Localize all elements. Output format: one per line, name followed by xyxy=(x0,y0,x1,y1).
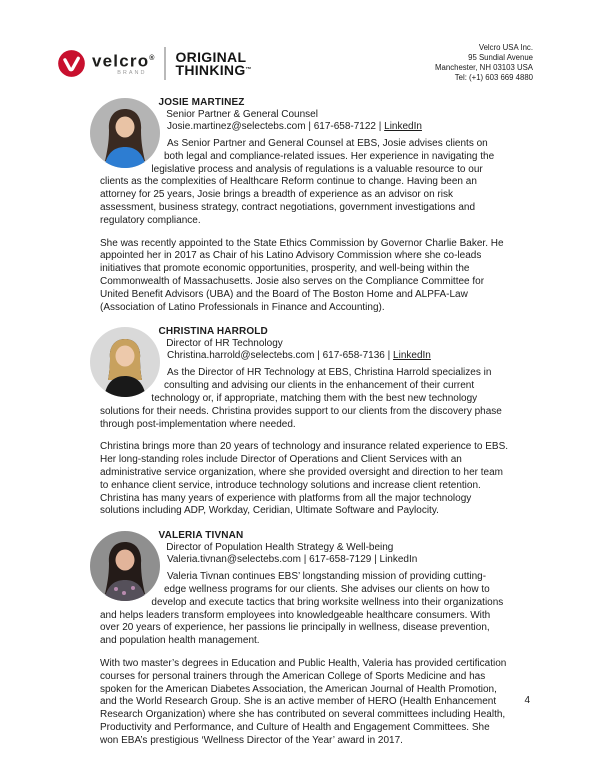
bio-email: Valeria.tivnan@selectebs.com xyxy=(167,554,301,566)
avatar-photo xyxy=(90,327,160,397)
bio-contact xyxy=(100,350,508,362)
bio-paragraph: As the Director of HR Technology at EBS, Christina Harrold specializes in consulting and advising our clients in the enhancement of their current technology or, if appropriate, matching them with the best new technology solutions for their needs. Christina provides support to our clients from the discovery phase through post-implementation where needed. xyxy=(100,367,502,430)
bio-contact xyxy=(100,554,508,566)
linkedin-link[interactable]: LinkedIn xyxy=(384,121,422,132)
bio-phone: 617-658-7136 xyxy=(322,350,385,362)
bio-paragraph: As Senior Partner and General Counsel at EBS, Josie advises clients on both legal and compliance-related issues. Her experience in navigating the legislative process and analysis of regulations is a valuable resource to our clients as the complexities of Healthcare Reform continue to change. Having been an attorney for 25 years, Josie brings a breadth of experience as an advisor on risk assessment, business strategy, contract negotiations, government investigations and regulatory compliance. xyxy=(100,138,495,226)
bio-title: Director of HR Technology xyxy=(166,338,283,350)
bio-paragraph: Christina brings more than 20 years of technology and insurance related experience to EBS. Her long-standing roles include Director of Operations and Client Services with an administrative service organization, where she provided oversight and direction to her team to enhance client service, introduce technology solutions and increase client retention. Christina has many years of experience with platforms from all the major technology solutions including ADP, Workday, Ceridian, Ultimate Software and Paylocity. xyxy=(100,441,509,517)
bio-name: JOSIE MARTINEZ xyxy=(158,97,245,108)
velcro-logo-icon xyxy=(57,49,86,78)
page-number: 4 xyxy=(524,695,530,706)
bio-head xyxy=(100,97,508,133)
bio-list xyxy=(100,97,508,747)
logo-divider xyxy=(164,47,166,80)
bio-paragraph: She was recently appointed to the State Ethics Commission by Governor Charlie Baker. He appointed her in 2017 as Chair of his Latino Advisory Commission where she co-leads initiatives that promote economic opportunities, prosperity, and well-being within the Commonwealth of Massachusetts. Josie also serves on the Compliance Committee for United Benefit Advisors (UBA) and the Board of The Boston Home and ALPFA-Law (Association of Latino Professionals in Finance and Accounting). xyxy=(100,237,504,313)
contact-separator: | xyxy=(375,121,385,132)
registered-mark: ® xyxy=(149,55,155,63)
address-company: Velcro USA Inc. xyxy=(478,43,533,52)
bio-head xyxy=(100,530,508,566)
bio-paragraph: With two master’s degrees in Education and Public Health, Valeria has provided certification courses for personal trainers through the American College of Sports Medicine and has spoken for the American Diabetes Association, the American Journal of Health Promotion, and the World Research Group. She is an active member of HERO (Health Enhancement Research Organization) where she has contributed on several committees including Health, Productivity and Performance, and Culture of Health and Engagement Committees. She won EBA’s prestigious ‘Wellness Director of the Year’ award in 2017. xyxy=(100,657,507,746)
bio-title: Senior Partner & General Counsel xyxy=(166,109,318,120)
bio-head xyxy=(100,326,508,362)
contact-separator: | xyxy=(305,121,314,132)
contact-separator: | xyxy=(384,350,394,362)
contact-separator: | xyxy=(314,350,323,362)
company-address xyxy=(435,43,533,83)
bio-section-valeria-tivnan xyxy=(100,530,508,747)
address-tel: Tel: (+1) 603 669 4880 xyxy=(454,73,533,82)
avatar-photo xyxy=(90,98,160,168)
brand-sub-label: BRAND xyxy=(117,69,147,76)
bio-phone: 617-658-7129 xyxy=(309,554,372,566)
velcro-wordmark: velcro® xyxy=(92,51,155,71)
bio-section-josie-martinez xyxy=(100,97,508,314)
bio-title: Director of Population Health Strategy & Well-being xyxy=(166,542,394,554)
original-thinking-tagline: ORIGINAL THINKING™ xyxy=(175,49,252,78)
address-city: Manchester, NH 03103 USA xyxy=(435,63,533,72)
contact-separator: | xyxy=(300,554,310,566)
bio-contact xyxy=(100,121,508,133)
avatar-photo xyxy=(90,531,160,601)
bio-name: CHRISTINA HARROLD xyxy=(158,326,268,338)
bio-email: Christina.harrold@selectebs.com xyxy=(167,350,315,362)
linkedin-link[interactable]: LinkedIn xyxy=(379,554,418,566)
bio-section-christina-harrold xyxy=(100,326,508,518)
bio-name: VALERIA TIVNAN xyxy=(158,530,244,542)
bio-paragraph: Valeria Tivnan continues EBS’ longstanding mission of providing cutting-edge wellness programs for our clients. She advises our clients on how to develop and execute tactics that bring worksite wellness into their organizations and helps leaders transform employees into knowledgeable healthcare consumers. With over 20 years of experience, her passions lie principally in wellness, disease prevention, and population health management. xyxy=(100,571,504,647)
linkedin-link[interactable]: LinkedIn xyxy=(393,350,431,362)
address-street: 95 Sundial Avenue xyxy=(468,53,533,62)
bio-phone: 617-658-7122 xyxy=(313,121,376,132)
contact-separator: | xyxy=(371,554,380,566)
bio-email: Josie.martinez@selectebs.com xyxy=(167,121,306,132)
trademark-mark: ™ xyxy=(245,66,252,73)
brand-logo xyxy=(57,47,252,80)
